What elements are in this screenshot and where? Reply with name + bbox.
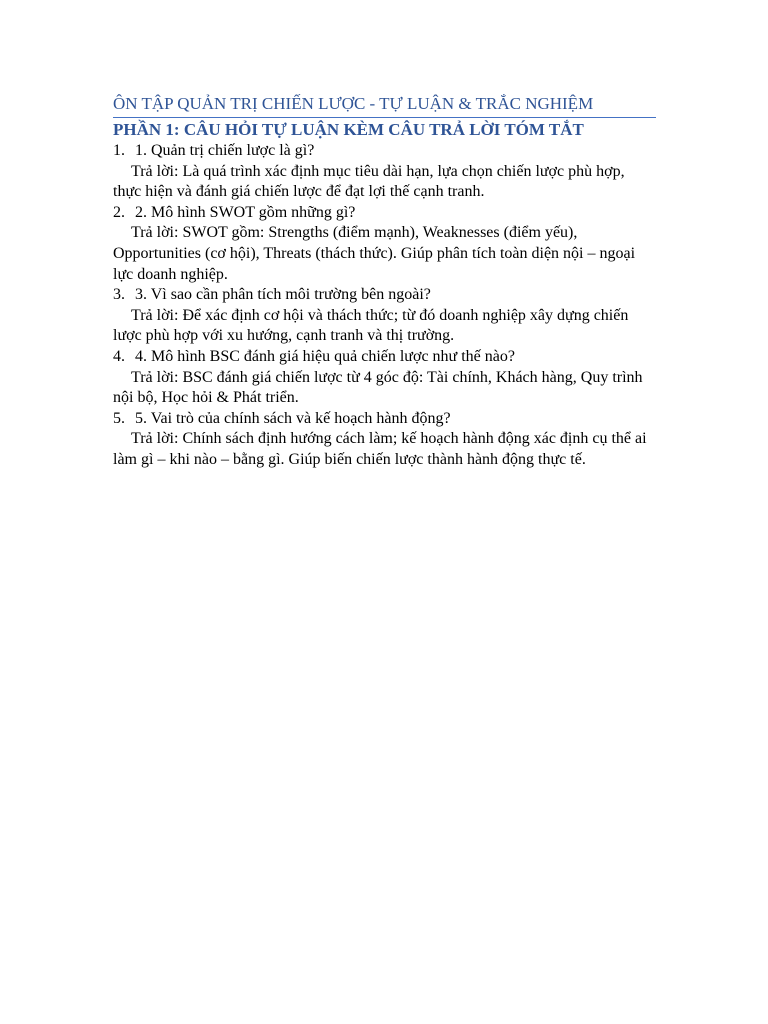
question-number: 3. [113, 286, 125, 304]
qa-item-2 [113, 203, 656, 285]
question-text: 2. Mô hình SWOT gồm những gì? [135, 203, 356, 221]
qa-item-3 [113, 285, 656, 347]
answer-text: Trả lời: BSC đánh giá chiến lược từ 4 góc độ: Tài chính, Khách hàng, Quy trình nội bộ, Học hỏi & Phát triển. [113, 368, 643, 407]
question [113, 141, 656, 162]
answer-text: Trả lời: Là quá trình xác định mục tiêu dài hạn, lựa chọn chiến lược phù hợp, thực hiện và đánh giá chiến lược để đạt lợi thế cạnh tranh. [113, 162, 625, 201]
question [113, 285, 656, 306]
section-heading: PHẦN 1: CÂU HỎI TỰ LUẬN KÈM CÂU TRẢ LỜI TÓM TẮT [113, 120, 584, 139]
qa-item-1 [113, 141, 656, 203]
answer-text: Trả lời: Chính sách định hướng cách làm; kế hoạch hành động xác định cụ thể ai làm gì – khi nào – bằng gì. Giúp biến chiến lược thành hành động thực tế. [113, 430, 647, 468]
question-number: 1. [113, 142, 125, 159]
question-text: 5. Vai trò của chính sách và kế hoạch hành động? [135, 409, 451, 427]
question-text: 1. Quản trị chiến lược là gì? [135, 142, 315, 159]
question-number: 5. [113, 409, 125, 427]
answer-text: Trả lời: Để xác định cơ hội và thách thức; từ đó doanh nghiệp xây dựng chiến lược phù hợp với xu hướng, cạnh tranh và thị trường. [113, 306, 629, 345]
question-number: 2. [113, 203, 125, 221]
question [113, 347, 656, 368]
document-title: ÔN TẬP QUẢN TRỊ CHIẾN LƯỢC - TỰ LUẬN & TRẮC NGHIỆM [113, 92, 656, 118]
qa-list [113, 141, 656, 471]
qa-item-4 [113, 347, 656, 409]
question [113, 409, 656, 430]
answer-text: Trả lời: SWOT gồm: Strengths (điểm mạnh), Weaknesses (điểm yếu), Opportunities (cơ hội), Threats (thách thức). Giúp phân tích toàn diện nội – ngoại lực doanh nghiệp. [113, 224, 636, 283]
question-number: 4. [113, 347, 125, 365]
question-text: 4. Mô hình BSC đánh giá hiệu quả chiến lược như thế nào? [135, 347, 515, 365]
qa-item-5 [113, 409, 656, 471]
question [113, 203, 656, 224]
question-text: 3. Vì sao cần phân tích môi trường bên ngoài? [135, 286, 431, 304]
